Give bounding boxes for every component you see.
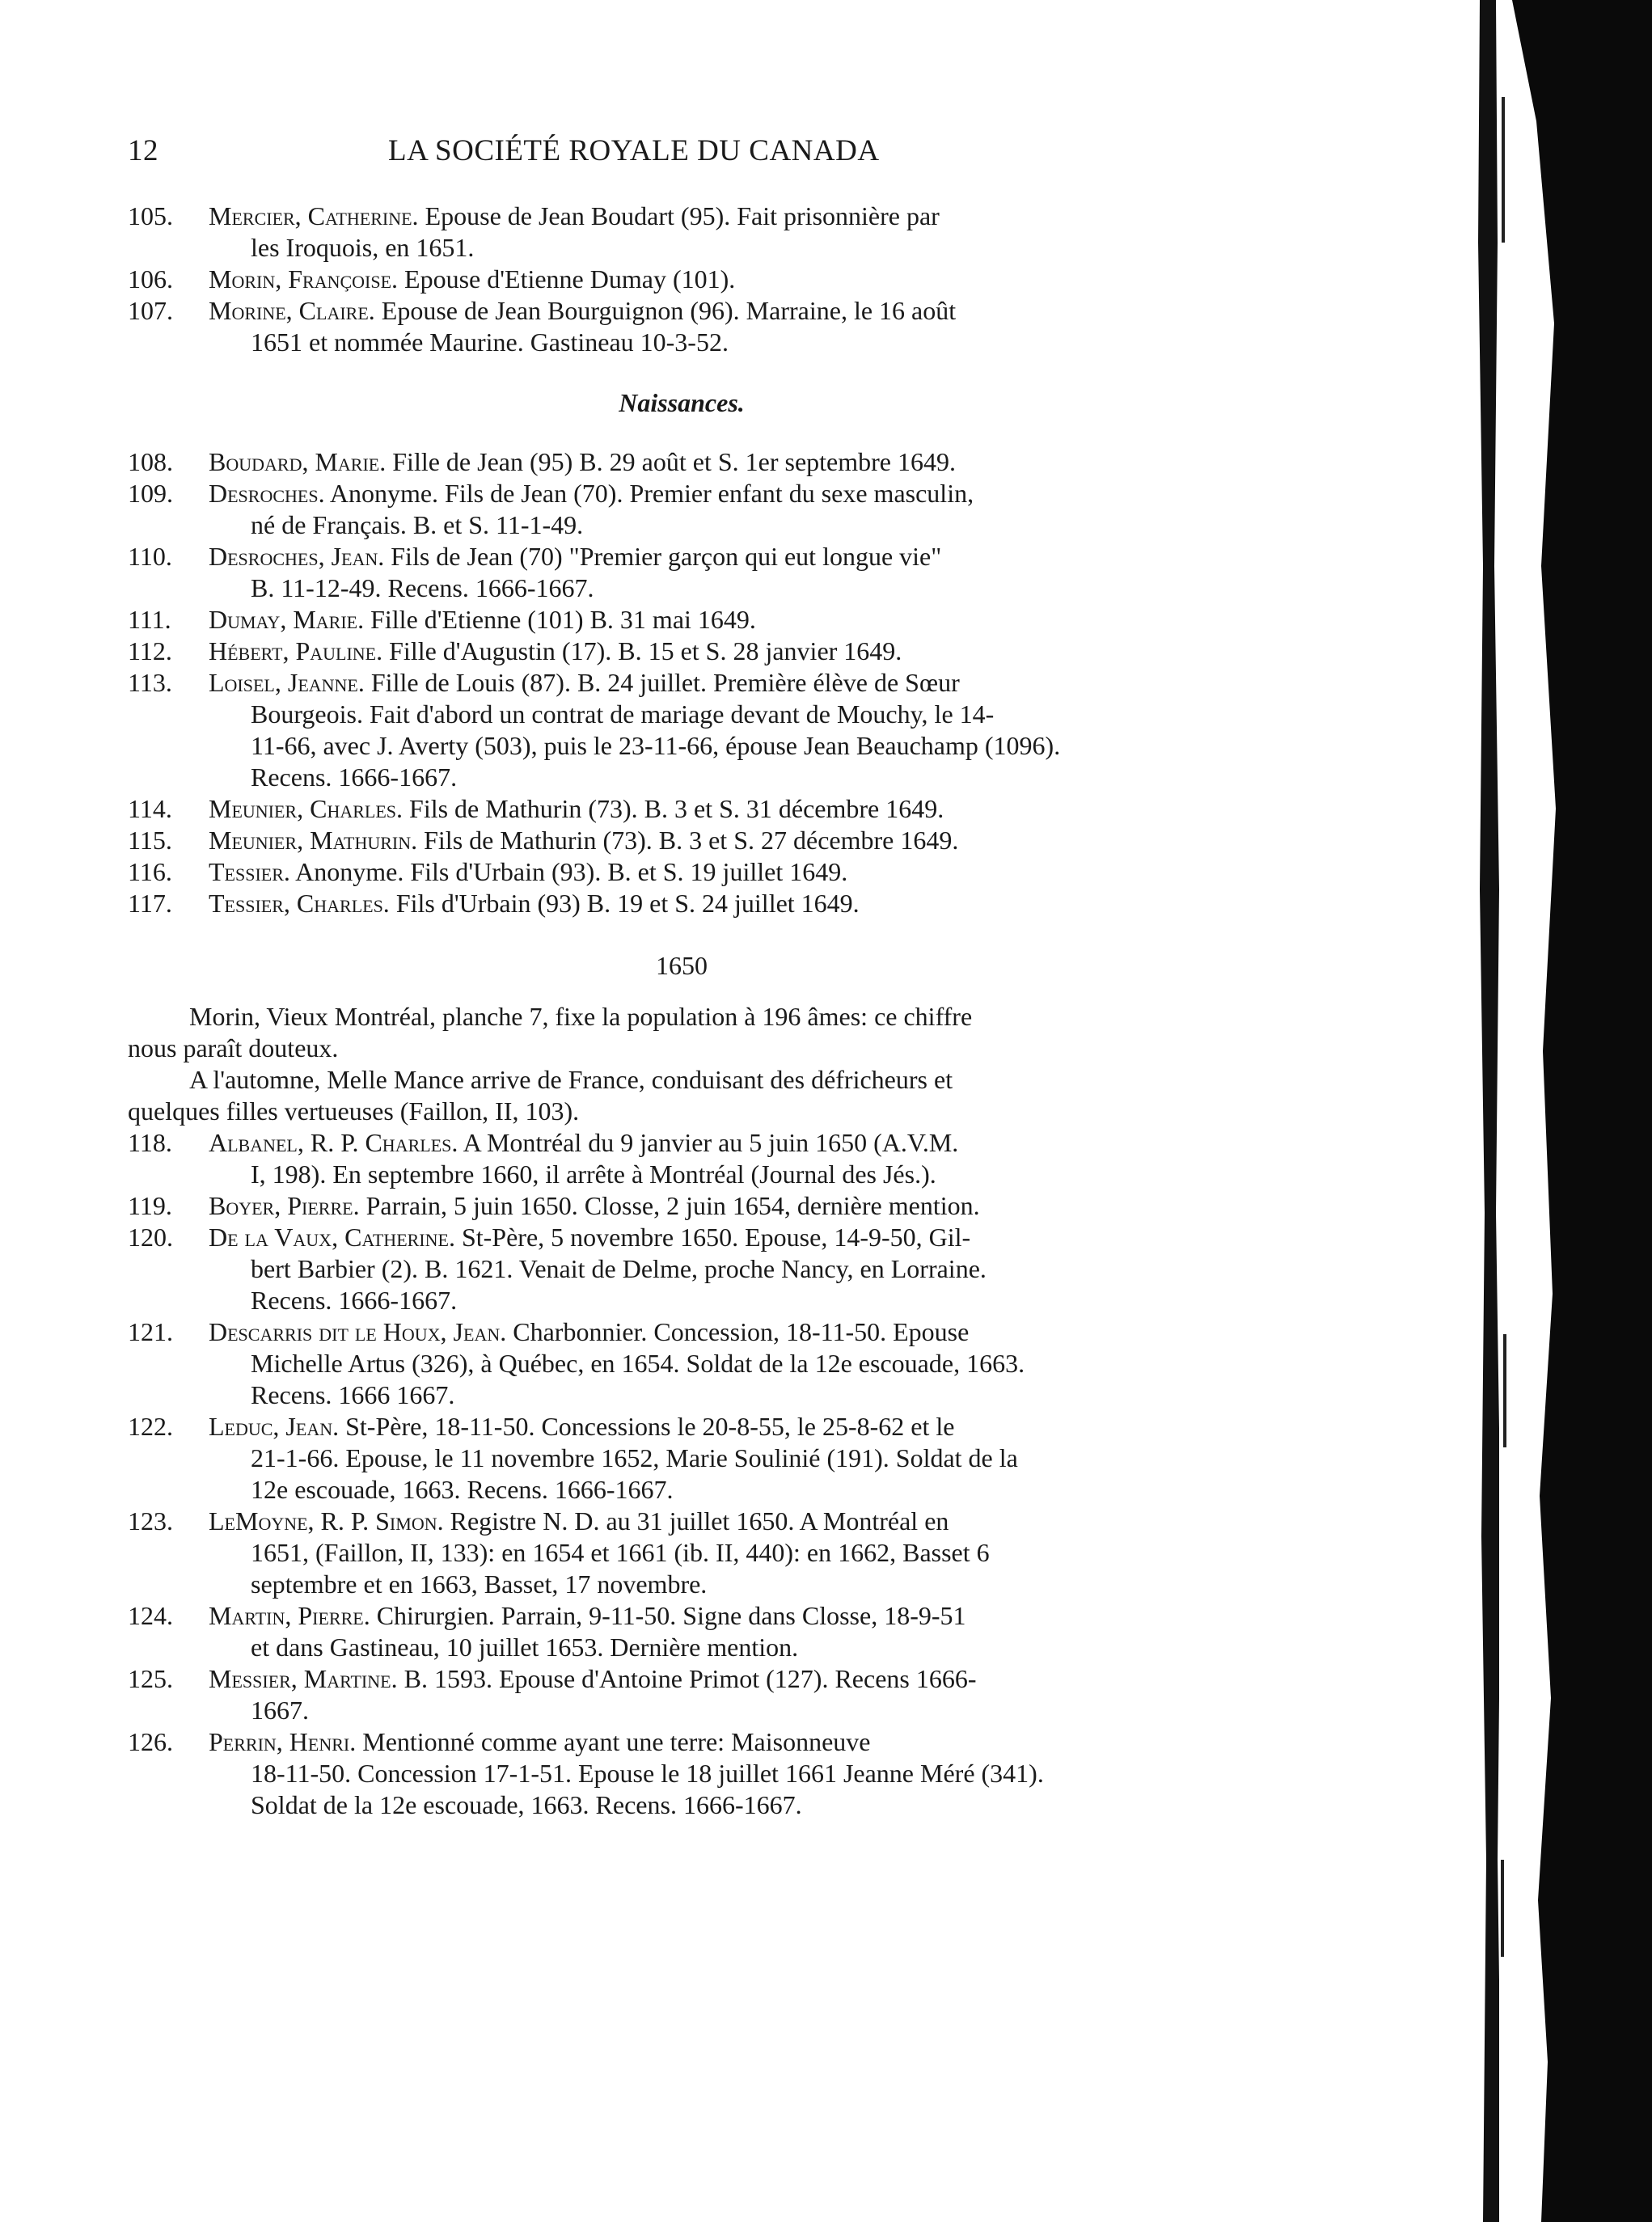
paragraph-line: A l'automne, Melle Mance arrive de France, conduisant des défricheurs et [189, 1065, 953, 1094]
entry-number: 124. [128, 1601, 173, 1630]
entry-continuation: 1651 et nommée Maurine. Gastineau 10-3-52. [251, 327, 729, 357]
entry-name: Messier, Martine. [209, 1664, 398, 1693]
entry-item [128, 1127, 1171, 1190]
entry-name: Boudard, Marie. [209, 447, 387, 476]
entry-number: 117. [128, 889, 172, 918]
entry-text: Anonyme. Fils de Jean (70). Premier enfant du sexe masculin, [329, 479, 974, 508]
entry-text: Charbonnier. Concession, 18-11-50. Epouse [513, 1317, 970, 1346]
entry-first-line [209, 1726, 1171, 1758]
entry-number: 123. [128, 1506, 173, 1536]
entry-text: Fille de Jean (95) B. 29 août et S. 1er septembre 1649. [392, 447, 956, 476]
entry-text: Fille de Louis (87). B. 24 juillet. Première élève de Sœur [370, 668, 960, 697]
entry-item [128, 825, 1171, 856]
entry-number: 106. [128, 264, 173, 294]
entry-name: Mercier, Catherine. [209, 201, 419, 230]
entry-text: Anonyme. Fils d'Urbain (93). B. et S. 19 juillet 1649. [295, 857, 848, 886]
entry-name: Loisel, Jeanne. [209, 668, 365, 697]
entry-first-line [209, 793, 1171, 825]
entry-first-line [209, 295, 1171, 327]
entry-continuation: Bourgeois. Fait d'abord un contrat de mariage devant de Mouchy, le 14- [251, 699, 995, 729]
entry-text: Chirurgien. Parrain, 9-11-50. Signe dans Closse, 18-9-51 [376, 1601, 966, 1630]
entry-name: Leduc, Jean. [209, 1412, 340, 1441]
entry-number: 109. [128, 479, 173, 508]
entry-number: 112. [128, 636, 172, 665]
entry-name: Meunier, Charles. [209, 794, 403, 823]
entry-name: Tessier. [209, 857, 290, 886]
entry-number: 120. [128, 1223, 173, 1252]
entry-continuation: et dans Gastineau, 10 juillet 1653. Dernière mention. [251, 1633, 799, 1662]
entry-text: Fils d'Urbain (93) B. 19 et S. 24 juillet 1649. [395, 889, 860, 918]
entry-text: Fille d'Augustin (17). B. 15 et S. 28 janvier 1649. [389, 636, 902, 665]
entry-name: Desroches, Jean. [209, 542, 385, 571]
entry-item [128, 264, 1171, 295]
entry-text: Registre N. D. au 31 juillet 1650. A Montréal en [450, 1506, 949, 1536]
entry-name: Boyer, Pierre. [209, 1191, 360, 1220]
entry-number: 105. [128, 201, 173, 230]
entry-continuation: B. 11-12-49. Recens. 1666-1667. [251, 573, 594, 602]
entry-item [128, 1600, 1171, 1663]
entry-name: Meunier, Mathurin. [209, 826, 418, 855]
entry-first-line [209, 541, 1171, 572]
entry-text: Fille d'Etienne (101) B. 31 mai 1649. [370, 605, 756, 634]
entry-continuation: 11-66, avec J. Averty (503), puis le 23-11-66, épouse Jean Beauchamp (1096). [251, 731, 1061, 760]
entry-text: Epouse de Jean Boudart (95). Fait prisonnière par [425, 201, 940, 230]
entry-number: 126. [128, 1727, 173, 1756]
entry-name: Albanel, R. P. Charles. [209, 1128, 458, 1157]
entry-continuation: Recens. 1666-1667. [251, 1286, 458, 1315]
entry-continuation: 21-1-66. Epouse, le 11 novembre 1652, Marie Soulinié (191). Soldat de la [251, 1443, 1018, 1472]
entry-item [128, 1506, 1171, 1600]
entry-name: Perrin, Henri. [209, 1727, 357, 1756]
entry-first-line [209, 1506, 1171, 1537]
paragraph [128, 1064, 1171, 1127]
entry-number: 111. [128, 605, 171, 634]
entry-continuation: Recens. 1666 1667. [251, 1380, 455, 1409]
entry-name: LeMoyne, R. P. Simon. [209, 1506, 444, 1536]
entry-continuation: septembre et en 1663, Basset, 17 novembre. [251, 1569, 708, 1599]
entry-item [128, 793, 1171, 825]
intro-paragraphs [128, 1001, 1171, 1127]
entry-item [128, 478, 1171, 541]
entry-text: Parrain, 5 juin 1650. Closse, 2 juin 1654, dernière mention. [365, 1191, 980, 1220]
page-header [128, 133, 904, 174]
entry-number: 125. [128, 1664, 173, 1693]
entry-continuation: I, 198). En septembre 1660, il arrête à Montréal (Journal des Jés.). [251, 1160, 936, 1189]
entry-item [128, 1316, 1171, 1411]
scan-edge-artifact [1464, 0, 1652, 2222]
entry-number: 107. [128, 296, 173, 325]
paragraph-line: nous paraît douteux. [128, 1033, 339, 1062]
entry-item [128, 636, 1171, 667]
entry-continuation: né de Français. B. et S. 11-1-49. [251, 510, 584, 539]
entry-first-line [209, 446, 1171, 478]
entry-item [128, 541, 1171, 604]
entry-first-line [209, 604, 1171, 636]
entry-first-line [209, 1222, 1171, 1253]
year-heading: 1650 [656, 951, 708, 980]
entry-number: 122. [128, 1412, 173, 1441]
entry-first-line [209, 1316, 1171, 1348]
entry-text: Epouse de Jean Bourguignon (96). Marraine, le 16 août [381, 296, 957, 325]
entry-item [128, 667, 1171, 793]
entry-name: Morin, Françoise. [209, 264, 399, 294]
entry-first-line [209, 1190, 1171, 1222]
entry-name: Descarris dit le Houx, Jean. [209, 1317, 507, 1346]
entry-number: 113. [128, 668, 172, 697]
entry-first-line [209, 888, 1171, 919]
entry-name: Desroches. [209, 479, 325, 508]
entry-text: Fils de Jean (70) "Premier garçon qui eut longue vie" [391, 542, 942, 571]
entry-first-line [209, 1127, 1171, 1159]
entry-item [128, 446, 1171, 478]
text-column [128, 201, 1171, 1821]
entry-name: Martin, Pierre. [209, 1601, 370, 1630]
entry-item [128, 1222, 1171, 1316]
entry-name: De la Vaux, Catherine. [209, 1223, 455, 1252]
entry-number: 119. [128, 1191, 172, 1220]
entry-text: Fils de Mathurin (73). B. 3 et S. 27 décembre 1649. [424, 826, 959, 855]
paragraph-line: Morin, Vieux Montréal, planche 7, fixe la population à 196 âmes: ce chiffre [189, 1002, 973, 1031]
entry-text: A Montréal du 9 janvier au 5 juin 1650 (A.V.M. [463, 1128, 959, 1157]
entry-item [128, 856, 1171, 888]
entry-text: B. 1593. Epouse d'Antoine Primot (127). Recens 1666- [403, 1664, 977, 1693]
entry-item [128, 295, 1171, 358]
entry-number: 115. [128, 826, 172, 855]
entry-item [128, 604, 1171, 636]
entry-continuation: 18-11-50. Concession 17-1-51. Epouse le 18 juillet 1661 Jeanne Méré (341). [251, 1759, 1044, 1788]
page-number: 12 [128, 134, 158, 167]
entry-name: Tessier, Charles. [209, 889, 390, 918]
paragraph-line: quelques filles vertueuses (Faillon, II, 103). [128, 1096, 580, 1126]
entry-text: St-Père, 5 novembre 1650. Epouse, 14-9-50, Gil- [461, 1223, 971, 1252]
entry-continuation: bert Barbier (2). B. 1621. Venait de Delme, proche Nancy, en Lorraine. [251, 1254, 987, 1283]
running-title: LA SOCIÉTÉ ROYALE DU CANADA [388, 134, 880, 167]
entry-first-line [209, 856, 1171, 888]
entry-item [128, 1411, 1171, 1506]
entry-number: 118. [128, 1128, 172, 1157]
entries-marriages [128, 201, 1171, 358]
entry-item [128, 201, 1171, 264]
entry-name: Hébert, Pauline. [209, 636, 383, 665]
entry-continuation: 1651, (Faillon, II, 133): en 1654 et 1661 (ib. II, 440): en 1662, Basset 6 [251, 1538, 990, 1567]
entry-item [128, 1190, 1171, 1222]
entry-continuation: 12e escouade, 1663. Recens. 1666-1667. [251, 1475, 674, 1504]
entry-number: 121. [128, 1317, 173, 1346]
entry-text: St-Père, 18-11-50. Concessions le 20-8-55, le 25-8-62 et le [345, 1412, 955, 1441]
entry-continuation: Recens. 1666-1667. [251, 762, 458, 792]
entry-first-line [209, 1663, 1171, 1695]
entry-number: 110. [128, 542, 172, 571]
entry-continuation: Michelle Artus (326), à Québec, en 1654. Soldat de la 12e escouade, 1663. [251, 1349, 1025, 1378]
entry-item [128, 1663, 1171, 1726]
entries-1650 [128, 1127, 1171, 1821]
entry-number: 114. [128, 794, 172, 823]
paragraph [128, 1001, 1171, 1064]
entry-item [128, 1726, 1171, 1821]
entry-number: 116. [128, 857, 172, 886]
entry-first-line [209, 636, 1171, 667]
entries-births [128, 446, 1171, 919]
entry-first-line [209, 264, 1171, 295]
entry-first-line [209, 201, 1171, 232]
entry-name: Dumay, Marie. [209, 605, 365, 634]
entry-number: 108. [128, 447, 173, 476]
entry-name: Morine, Claire. [209, 296, 375, 325]
entry-first-line [209, 1600, 1171, 1632]
entry-text: Epouse d'Etienne Dumay (101). [404, 264, 736, 294]
entry-continuation: les Iroquois, en 1651. [251, 233, 475, 262]
entry-first-line [209, 478, 1171, 509]
entry-text: Mentionné comme ayant une terre: Maisonneuve [362, 1727, 871, 1756]
entry-first-line [209, 1411, 1171, 1443]
entry-first-line [209, 667, 1171, 699]
entry-continuation: 1667. [251, 1696, 309, 1725]
entry-continuation: Soldat de la 12e escouade, 1663. Recens. 1666-1667. [251, 1790, 802, 1819]
section-heading-naissances: Naissances. [619, 388, 745, 417]
entry-item [128, 888, 1171, 919]
entry-text: Fils de Mathurin (73). B. 3 et S. 31 décembre 1649. [409, 794, 944, 823]
entry-first-line [209, 825, 1171, 856]
